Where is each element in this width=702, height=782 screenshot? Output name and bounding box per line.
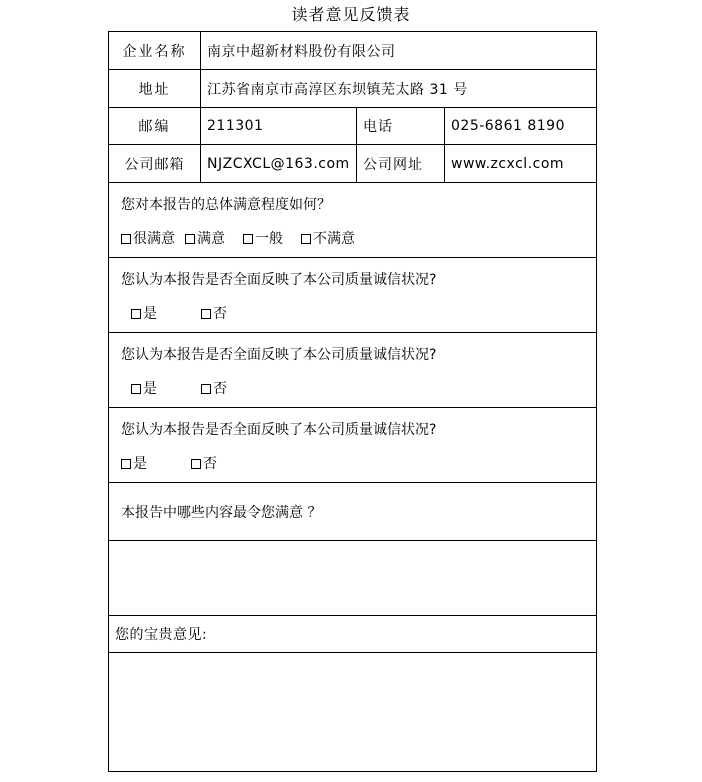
company-name-label: 企业名称	[109, 32, 201, 70]
question-integrity-row-3	[109, 408, 597, 483]
integrity-options-2	[115, 372, 590, 406]
question-favorite-row	[109, 483, 597, 541]
address-label: 地址	[109, 70, 201, 108]
email-website-row	[109, 145, 597, 183]
favorite-answer-row	[109, 541, 597, 616]
question-favorite-text: 本报告中哪些内容最令您满意 ？	[121, 505, 322, 521]
option-no[interactable]: 否	[201, 372, 227, 406]
website-value[interactable]: www.zcxcl.com	[445, 145, 597, 183]
postcode-value[interactable]: 211301	[201, 108, 357, 145]
phone-label: 电话	[357, 108, 445, 145]
option-very-satisfied[interactable]: 很满意	[121, 222, 175, 256]
comments-answer-area[interactable]	[109, 653, 597, 772]
option-yes[interactable]: 是	[131, 372, 157, 406]
phone-value[interactable]: 025-6861 8190	[445, 108, 597, 145]
postcode-phone-row	[109, 108, 597, 145]
website-label: 公司网址	[357, 145, 445, 183]
favorite-answer-area[interactable]	[109, 541, 597, 616]
option-yes[interactable]: 是	[131, 297, 157, 331]
checkbox-icon[interactable]	[121, 234, 131, 244]
company-name-row	[109, 32, 597, 70]
integrity-options-1	[115, 297, 590, 331]
comments-answer-row	[109, 653, 597, 772]
option-yes[interactable]: 是	[121, 447, 147, 481]
checkbox-icon[interactable]	[131, 309, 141, 319]
postcode-label: 邮编	[109, 108, 201, 145]
satisfaction-options	[115, 222, 590, 256]
checkbox-icon[interactable]	[301, 234, 311, 244]
integrity-options-3	[115, 447, 590, 481]
email-label: 公司邮箱	[109, 145, 201, 183]
page-title: 读者意见反馈表	[291, 5, 411, 24]
question-integrity-text-2: 您认为本报告是否全面反映了本公司质量诚信状况?	[121, 346, 437, 363]
address-row	[109, 70, 597, 108]
checkbox-icon[interactable]	[185, 234, 195, 244]
question-satisfaction-text: 您对本报告的总体满意程度如何？	[121, 196, 331, 213]
feedback-form-table	[108, 31, 597, 772]
checkbox-icon[interactable]	[191, 459, 201, 469]
option-no[interactable]: 否	[191, 447, 217, 481]
address-value[interactable]: 江苏省南京市高淳区东坝镇芜太路 31 号	[201, 70, 597, 108]
checkbox-icon[interactable]	[121, 459, 131, 469]
question-integrity-row-2	[109, 333, 597, 408]
email-value[interactable]: NJZCXCL@163.com	[201, 145, 357, 183]
company-name-value[interactable]: 南京中超新材料股份有限公司	[201, 32, 597, 70]
checkbox-icon[interactable]	[201, 309, 211, 319]
checkbox-icon[interactable]	[131, 384, 141, 394]
question-integrity-text-1: 您认为本报告是否全面反映了本公司质量诚信状况?	[121, 271, 437, 288]
question-comments-row	[109, 616, 597, 653]
option-neutral[interactable]: 一般	[243, 222, 283, 256]
question-integrity-row-1	[109, 258, 597, 333]
option-no[interactable]: 否	[201, 297, 227, 331]
checkbox-icon[interactable]	[243, 234, 253, 244]
option-unsatisfied[interactable]: 不满意	[301, 222, 355, 256]
checkbox-icon[interactable]	[201, 384, 211, 394]
question-satisfaction-row	[109, 183, 597, 258]
question-comments-text: 您的宝贵意见:	[109, 616, 597, 653]
option-satisfied[interactable]: 满意	[185, 222, 225, 256]
question-integrity-text-3: 您认为本报告是否全面反映了本公司质量诚信状况?	[121, 421, 437, 438]
